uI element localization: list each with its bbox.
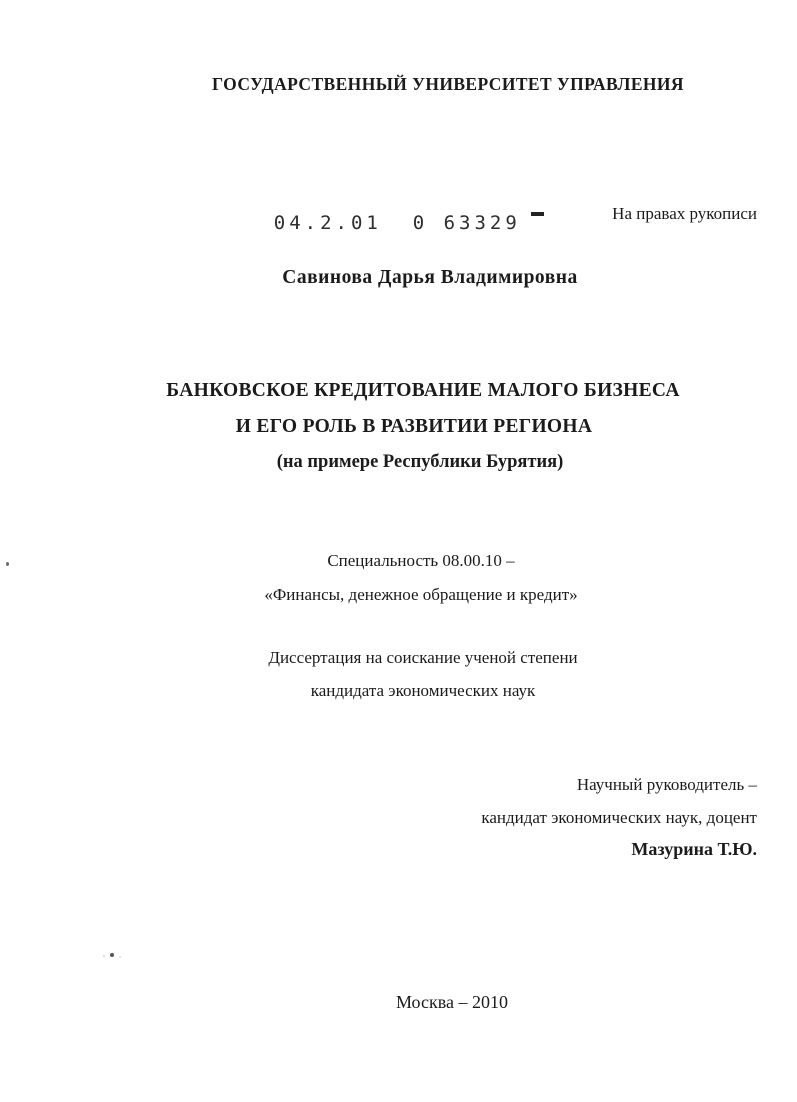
- library-stamp: [212, 191, 544, 257]
- dissertation-title-line1: БАНКОВСКОЕ КРЕДИТОВАНИЕ МАЛОГО БИЗНЕСА: [166, 380, 680, 401]
- supervisor-name: Мазурина Т.Ю.: [631, 839, 757, 859]
- scan-speck-left-margin: [6, 562, 9, 566]
- specialty-code: Специальность 08.00.10 –: [327, 551, 515, 570]
- specialty-name: «Финансы, денежное обращение и кредит»: [264, 585, 578, 604]
- supervisor-heading: Научный руководитель –: [576, 775, 757, 794]
- city-and-year: Москва – 2010: [396, 992, 508, 1012]
- library-stamp-number: 04.2.01 0 63329: [273, 211, 521, 234]
- dissertation-title-subtitle: (на примере Республики Бурятия): [276, 452, 564, 472]
- dissertation-title-line2: И ЕГО РОЛЬ В РАЗВИТИИ РЕГИОНА: [235, 416, 593, 437]
- degree-statement-line2: кандидата экономических наук: [310, 681, 536, 700]
- degree-statement-line1: Диссертация на соискание ученой степени: [268, 648, 578, 667]
- supervisor-credentials: кандидат экономических наук, доцент: [481, 808, 757, 827]
- author-name: Савинова Дарья Владимировна: [282, 267, 578, 288]
- stamp-dash-mark: [531, 212, 544, 216]
- manuscript-rights-note: На правах рукописи: [612, 204, 757, 223]
- scan-speck-lower-left: [110, 953, 114, 957]
- university-name: ГОСУДАРСТВЕННЫЙ УНИВЕРСИТЕТ УПРАВЛЕНИЯ: [212, 74, 684, 94]
